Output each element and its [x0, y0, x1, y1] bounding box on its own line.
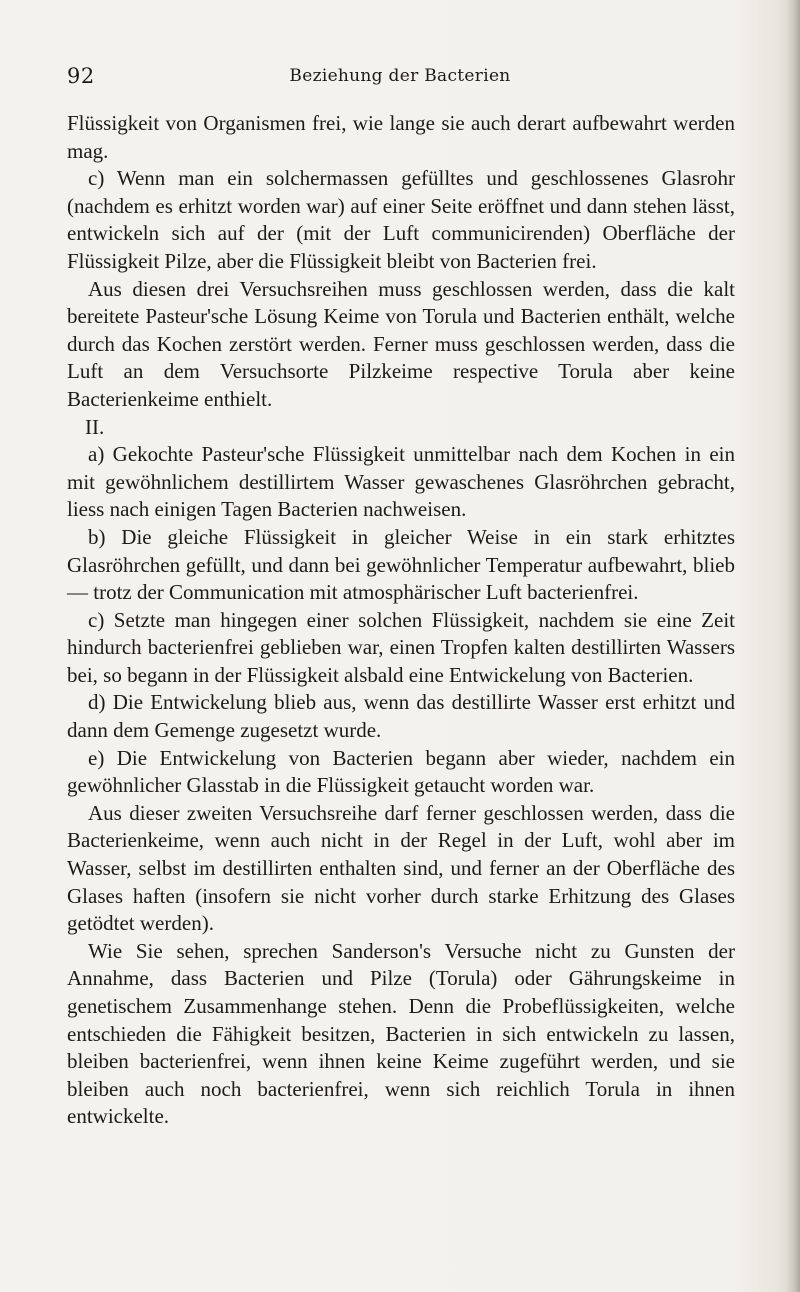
page-number: 92 — [67, 64, 95, 88]
page-body — [67, 110, 735, 1131]
paragraph-final: Wie Sie sehen, sprechen Sanderson's Versuche nicht zu Gunsten der Annahme, dass Bacterien und Pilze (Torula) oder Gährungskeime in genetischem Zusammenhange stehen. Denn die Probeflüssigkeiten, welche entschieden die Fähigkeit besitzen, Bacterien in sich entwickeln zu lassen, bleiben bacterienfrei, wenn ihnen keine Keime zugeführt werden, und sie bleiben auch noch bacterienfrei, wenn sich reichlich Torula in ihnen entwickelte. — [67, 938, 735, 1129]
running-title: Beziehung der Bacterien — [289, 66, 511, 86]
paragraph-item-c: c) Setzte man hingegen einer solchen Flüssigkeit, nachdem sie eine Zeit hindurch bacterienfrei geblieben war, einen Tropfen kalten destillirten Wassers bei, so begann in der Flüssigkeit alsbald eine Entwickelung von Bacterien. — [67, 607, 735, 687]
paragraph-item-d: d) Die Entwickelung blieb aus, wenn das destillirte Wasser erst erhitzt und dann dem Gemenge zugesetzt wurde. — [67, 690, 735, 743]
paragraph-conclusion-second: Aus dieser zweiten Versuchsreihe darf ferner geschlossen werden, dass die Bacterienkeime, wenn auch nicht in der Regel in der Luft, wohl aber im Wasser, selbst im destillirten enthalten sind, und ferner an der Oberfläche des Glases haften (insofern sie nicht vorher durch starke Erhitzung des Glases getödtet werden). — [67, 800, 735, 936]
paragraph-continuation: Flüssigkeit von Organismen frei, wie lange sie auch derart aufbewahrt werden mag. — [67, 111, 735, 163]
paragraph-item-b: b) Die gleiche Flüssigkeit in gleicher Weise in ein stark erhitztes Glasröhrchen gefüllt, und dann bei gewöhnlicher Temperatur aufbewahrt, blieb — trotz der Communication mit atmosphärischer Luft bacterienfrei. — [67, 524, 735, 605]
page-header — [0, 64, 800, 94]
section-heading-ii: II. — [85, 414, 105, 439]
page-edge-shadow — [786, 0, 800, 1292]
paragraph-item-a: a) Gekochte Pasteur'sche Flüssigkeit unmittelbar nach dem Kochen in ein mit gewöhnlichem destillirtem Wasser gewaschenes Glasröhrchen gebracht, liess nach einigen Tagen Bacterien nachweisen. — [67, 442, 735, 522]
paragraph-conclusion-first: Aus diesen drei Versuchsreihen muss geschlossen werden, dass die kalt bereitete Pasteur'sche Lösung Keime von Torula und Bacterien enthält, welche durch das Kochen zerstört werden. Ferner muss geschlossen werden, dass die Luft an dem Versuchsorte Pilzkeime respective Torula aber keine Bacterienkeime enthielt. — [67, 276, 735, 411]
paragraph-item-c-first: c) Wenn man ein solchermassen gefülltes und geschlossenes Glasrohr (nachdem es erhitzt worden war) auf einer Seite eröffnet und dann stehen lässt, entwickeln sich auf der (mit der Luft communicirenden) Oberfläche der Flüssigkeit Pilze, aber die Flüssigkeit bleibt von Bacterien frei. — [67, 166, 735, 273]
paragraph-item-e: e) Die Entwickelung von Bacterien begann aber wieder, nachdem ein gewöhnlicher Glasstab in die Flüssigkeit getaucht worden war. — [67, 745, 735, 798]
